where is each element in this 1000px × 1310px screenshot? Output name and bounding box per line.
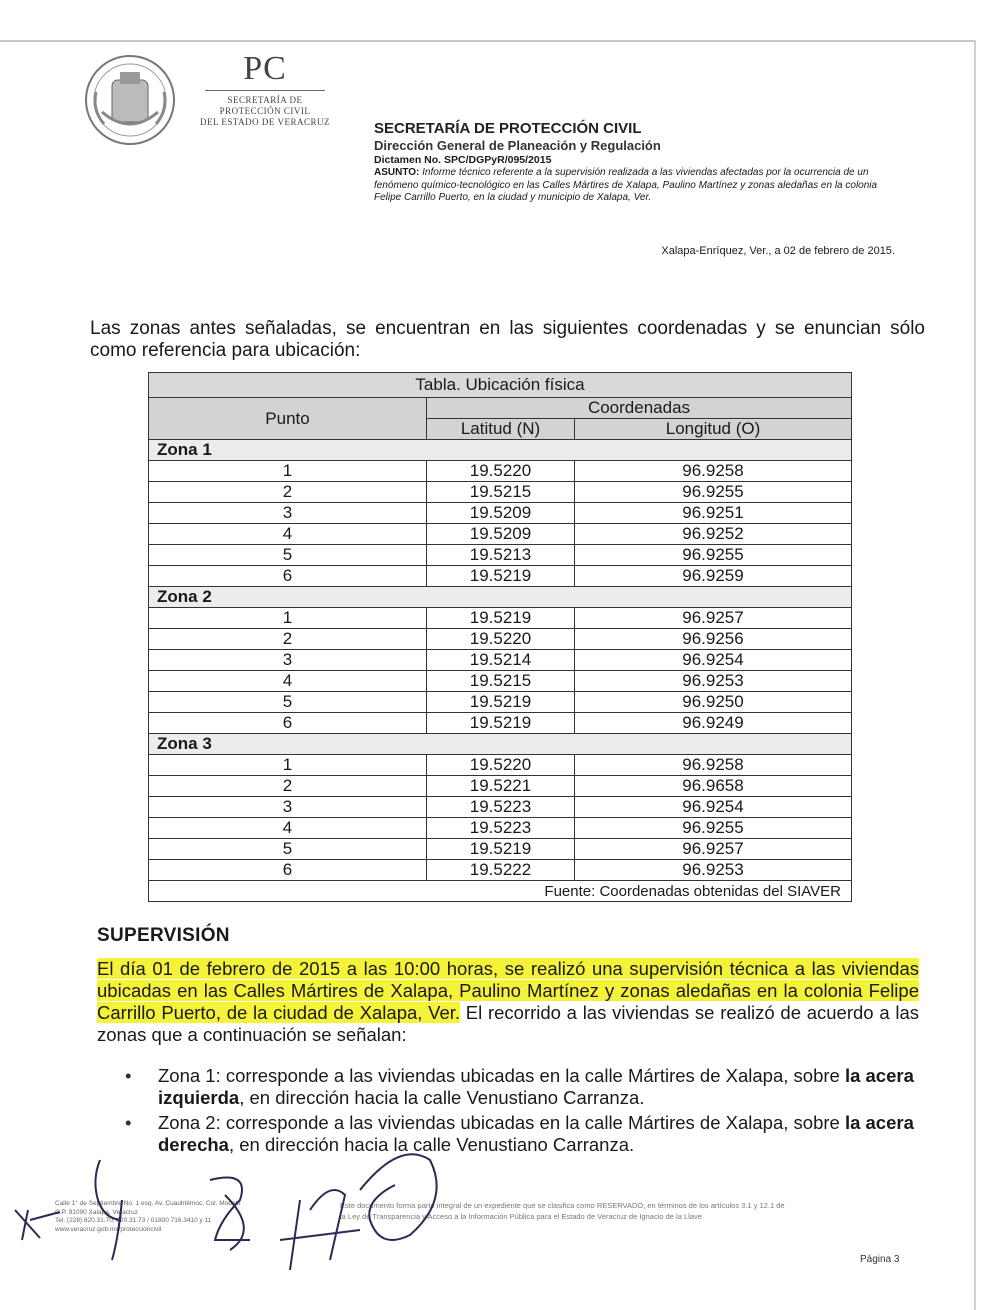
- latitud-cell: 19.5215: [427, 482, 575, 503]
- pc-subtitle-3: DEL ESTADO DE VERACRUZ: [199, 117, 331, 127]
- punto-cell: 3: [149, 797, 427, 818]
- latitud-cell: 19.5209: [427, 524, 575, 545]
- punto-cell: 4: [149, 671, 427, 692]
- punto-cell: 3: [149, 650, 427, 671]
- longitud-cell: 96.9254: [575, 797, 852, 818]
- table-source: Fuente: Coordenadas obtenidas del SIAVER: [149, 881, 852, 902]
- punto-cell: 2: [149, 776, 427, 797]
- page-number: Página 3: [860, 1254, 900, 1265]
- longitud-cell: 96.9252: [575, 524, 852, 545]
- latitud-cell: 19.5219: [427, 713, 575, 734]
- punto-cell: 2: [149, 482, 427, 503]
- longitud-cell: 96.9658: [575, 776, 852, 797]
- latitud-cell: 19.5223: [427, 797, 575, 818]
- longitud-cell: 96.9258: [575, 755, 852, 776]
- latitud-cell: 19.5219: [427, 608, 575, 629]
- longitud-cell: 96.9254: [575, 650, 852, 671]
- document-header: [374, 120, 904, 205]
- longitud-cell: 96.9256: [575, 629, 852, 650]
- latitud-cell: 19.5213: [427, 545, 575, 566]
- bullet-bold-text: la acera izquierda: [158, 1065, 914, 1108]
- header-subtitle: Dirección General de Planeación y Regulación: [374, 138, 661, 153]
- longitud-cell: 96.9259: [575, 566, 852, 587]
- supervision-rest: El recorrido a las viviendas se realizó de acuerdo a las zonas que a continuación se señalan:: [97, 1002, 919, 1045]
- punto-cell: 1: [149, 461, 427, 482]
- table-row: [149, 818, 852, 839]
- table-row: [149, 650, 852, 671]
- address-line-3: Tel. (228) 820.31.70, 820.31.73 / 01800 716.3410 y 11: [55, 1217, 212, 1224]
- bullet-text: Zona 1: corresponde a las viviendas ubicadas en la calle Mártires de Xalapa, sobre: [158, 1065, 845, 1086]
- footer-address: [55, 1200, 325, 1234]
- punto-cell: 5: [149, 545, 427, 566]
- punto-cell: 6: [149, 860, 427, 881]
- zone-list-item: [125, 1112, 920, 1156]
- longitud-cell: 96.9255: [575, 545, 852, 566]
- punto-cell: 4: [149, 524, 427, 545]
- latitud-cell: 19.5222: [427, 860, 575, 881]
- latitud-cell: 19.5221: [427, 776, 575, 797]
- longitud-cell: 96.9253: [575, 860, 852, 881]
- latitud-cell: 19.5220: [427, 755, 575, 776]
- longitud-cell: 96.9258: [575, 461, 852, 482]
- table-row: [149, 776, 852, 797]
- latitud-cell: 19.5220: [427, 629, 575, 650]
- asunto-text: Informe técnico referente a la supervisión realizada a las viviendas afectadas por la ocurrencia de un fenómeno químico-tecnológico en las Calles Mártires de Xalapa, Paulino Martínez y zonas aledañas en la colonia Felipe Carrillo Puerto, en la ciudad y municipio de Xalapa, Ver.: [374, 167, 878, 203]
- longitud-cell: 96.9255: [575, 482, 852, 503]
- zona-header: Zona 3: [149, 734, 852, 755]
- header-title: SECRETARÍA DE PROTECCIÓN CIVIL: [374, 120, 642, 137]
- veracruz-seal-icon: [82, 52, 178, 148]
- table-row: [149, 608, 852, 629]
- longitud-cell: 96.9253: [575, 671, 852, 692]
- longitud-cell: 96.9255: [575, 818, 852, 839]
- punto-cell: 1: [149, 608, 427, 629]
- latitud-cell: 19.5220: [427, 461, 575, 482]
- col-longitud: Longitud (O): [575, 419, 852, 440]
- table-row: [149, 713, 852, 734]
- latitud-cell: 19.5209: [427, 503, 575, 524]
- footer-notice: Este documento forma parte integral de un expediente que se clasifica como RESERVADO, en términos de los artículos 3.1 y 12.1 de la Ley de Transparencia y Acceso a la Información Pública para el Estado de Veracruz de Ignacio de la Llave.: [340, 1201, 785, 1221]
- address-line-2: C.P. 91090 Xalapa, Veracruz: [55, 1208, 138, 1216]
- longitud-cell: 96.9251: [575, 503, 852, 524]
- table-row: [149, 839, 852, 860]
- table-row: [149, 671, 852, 692]
- pc-subtitle-2: PROTECCIÓN CIVIL: [219, 106, 311, 116]
- table-caption: Tabla. Ubicación física: [149, 373, 852, 398]
- address-line-1: Calle 1° de Septiembre No. 1 esq. Av. Cuauhtémoc, Col. Modelo: [55, 1200, 241, 1207]
- longitud-cell: 96.9257: [575, 608, 852, 629]
- punto-cell: 2: [149, 629, 427, 650]
- punto-cell: 5: [149, 692, 427, 713]
- latitud-cell: 19.5223: [427, 818, 575, 839]
- zona-header: Zona 2: [149, 587, 852, 608]
- table-row: [149, 545, 852, 566]
- punto-cell: 5: [149, 839, 427, 860]
- table-row: [149, 755, 852, 776]
- table-row: [149, 503, 852, 524]
- bullet-text-end: , en dirección hacia la calle Venustiano Carranza.: [228, 1134, 635, 1155]
- punto-cell: 6: [149, 566, 427, 587]
- punto-cell: 4: [149, 818, 427, 839]
- bullet-text-end: , en dirección hacia la calle Venustiano Carranza.: [239, 1087, 645, 1108]
- zone-list: [125, 1065, 920, 1159]
- header-date: Xalapa-Enríquez, Ver., a 02 de febrero de 2015.: [661, 245, 895, 257]
- latitud-cell: 19.5215: [427, 671, 575, 692]
- zone-list-item: [125, 1065, 920, 1109]
- right-border: [974, 40, 976, 1310]
- bullet-text: Zona 2: corresponde a las viviendas ubicadas en la calle Mártires de Xalapa, sobre: [158, 1112, 845, 1133]
- punto-cell: 3: [149, 503, 427, 524]
- punto-cell: 1: [149, 755, 427, 776]
- bullet-bold-text: la acera derecha: [158, 1112, 914, 1155]
- pc-subtitle-1: SECRETARÍA DE: [227, 95, 303, 105]
- zona-header: Zona 1: [149, 440, 852, 461]
- top-border: [0, 40, 975, 42]
- header-dictamen: Dictamen No. SPC/DGPyR/095/2015: [374, 154, 552, 166]
- table-row: [149, 860, 852, 881]
- col-latitud: Latitud (N): [427, 419, 575, 440]
- latitud-cell: 19.5219: [427, 839, 575, 860]
- table-row: [149, 482, 852, 503]
- longitud-cell: 96.9250: [575, 692, 852, 713]
- latitud-cell: 19.5214: [427, 650, 575, 671]
- col-punto: Punto: [149, 398, 427, 440]
- table-row: [149, 797, 852, 818]
- table-row: [149, 524, 852, 545]
- longitud-cell: 96.9257: [575, 839, 852, 860]
- table-row: [149, 461, 852, 482]
- table-row: [149, 629, 852, 650]
- latitud-cell: 19.5219: [427, 692, 575, 713]
- supervision-paragraph: [97, 958, 919, 1046]
- col-coordenadas: Coordenadas: [427, 398, 852, 419]
- latitud-cell: 19.5219: [427, 566, 575, 587]
- address-line-4: www.veracruz.gob.mx/proteccioncivil: [55, 1225, 162, 1233]
- highlighted-text: El día 01 de febrero de 2015 a las 10:00 horas, se realizó una supervisión técnica a las viviendas ubicadas en las Calles Mártires de Xalapa, Paulino Martínez y zonas aledañas en la colonia Felipe Carrillo Puerto, de la ciudad de Xalapa, Ver.: [97, 958, 919, 1023]
- longitud-cell: 96.9249: [575, 713, 852, 734]
- header-asunto: [374, 167, 904, 205]
- asunto-label: ASUNTO:: [374, 167, 420, 178]
- pc-logo: PC: [243, 50, 287, 87]
- pc-logo-block: [185, 50, 345, 128]
- punto-cell: 6: [149, 713, 427, 734]
- coordinates-table: [148, 372, 852, 902]
- supervision-title: SUPERVISIÓN: [97, 925, 230, 946]
- table-row: [149, 566, 852, 587]
- table-row: [149, 692, 852, 713]
- intro-paragraph: Las zonas antes señaladas, se encuentran en las siguientes coordenadas y se enuncian sólo como referencia para ubicación:: [90, 318, 925, 361]
